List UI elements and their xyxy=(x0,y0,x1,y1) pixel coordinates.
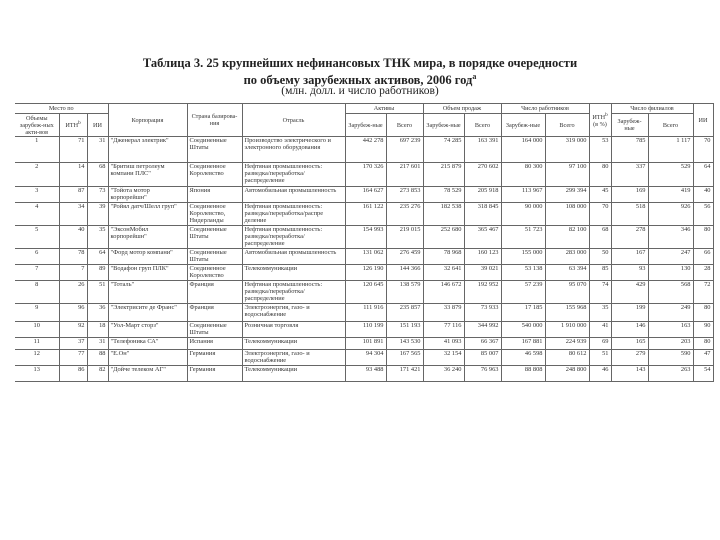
cell-sales-foreign: 77 116 xyxy=(423,322,464,338)
cell-assets-total: 235 276 xyxy=(386,203,423,226)
cell-industry: Розничная торговля xyxy=(242,322,345,338)
cell-corporation: "ЭксонМобил корпорейшн" xyxy=(108,226,187,249)
cell-employees-total: 95 070 xyxy=(545,281,589,304)
cell-assets-foreign: 111 916 xyxy=(345,304,386,322)
table-row xyxy=(15,265,713,281)
cell-corporation: "Тойота мотор корпорейшн" xyxy=(108,187,187,203)
cell-affiliates-total: 163 xyxy=(648,322,693,338)
cell-employees-total: 224 939 xyxy=(545,338,589,350)
table-row xyxy=(15,249,713,265)
cell-corporation: "Водафон груп ПЛК" xyxy=(108,265,187,281)
header-assets-total: Всего xyxy=(386,114,423,137)
cell-rank: 13 xyxy=(15,366,59,382)
cell-affiliates-total: 529 xyxy=(648,163,693,187)
cell-sales-total: 73 933 xyxy=(464,304,501,322)
cell-ii: 73 xyxy=(87,187,108,203)
header-ii: ИИ xyxy=(87,114,108,137)
header-itn-pct-unit: (в %) xyxy=(593,121,607,129)
cell-country: Франция xyxy=(187,281,242,304)
cell-industry: Производство электрического и электронного оборудования xyxy=(242,137,345,163)
cell-assets-foreign: 93 488 xyxy=(345,366,386,382)
cell-affiliates-total: 247 xyxy=(648,249,693,265)
cell-industry: Телекоммуникации xyxy=(242,265,345,281)
table-title-line2-text: по объему зарубежных активов, 2006 год xyxy=(243,73,473,88)
header-assets: Активы xyxy=(345,104,423,114)
cell-employees-total: 1 910 000 xyxy=(545,322,589,338)
cell-country: Соединенное Королевство xyxy=(187,163,242,187)
cell-itn: 86 xyxy=(59,366,87,382)
cell-employees-foreign: 46 598 xyxy=(501,350,545,366)
cell-industry: Нефтяная промышленность: разведка/переработка/ распределение xyxy=(242,226,345,249)
table-row xyxy=(15,226,713,249)
cell-itn-pct: 69 xyxy=(589,338,611,350)
cell-assets-total: 167 565 xyxy=(386,350,423,366)
table-row xyxy=(15,350,713,366)
cell-affiliates-foreign: 278 xyxy=(611,226,648,249)
cell-employees-total: 319 000 xyxy=(545,137,589,163)
cell-ii-pct: 64 xyxy=(693,163,713,187)
cell-affiliates-foreign: 143 xyxy=(611,366,648,382)
table-row xyxy=(15,338,713,350)
cell-affiliates-total: 568 xyxy=(648,281,693,304)
cell-corporation: "Тоталь" xyxy=(108,281,187,304)
cell-assets-total: 143 530 xyxy=(386,338,423,350)
cell-employees-total: 299 394 xyxy=(545,187,589,203)
cell-affiliates-foreign: 785 xyxy=(611,137,648,163)
cell-industry: Нефтяная промышленность: разведка/переработка/ распределение xyxy=(242,163,345,187)
cell-sales-foreign: 41 093 xyxy=(423,338,464,350)
cell-corporation: "Телефоника СА" xyxy=(108,338,187,350)
header-sales: Объем продаж xyxy=(423,104,501,114)
header-affiliates: Число филиалов xyxy=(611,104,693,114)
cell-rank: 6 xyxy=(15,249,59,265)
cell-corporation: "Электрисите де Франс" xyxy=(108,304,187,322)
header-sales-total: Всего xyxy=(464,114,501,137)
cell-assets-total: 273 853 xyxy=(386,187,423,203)
cell-industry: Автомобильная промышленность xyxy=(242,187,345,203)
cell-assets-foreign: 131 062 xyxy=(345,249,386,265)
cell-sales-total: 205 918 xyxy=(464,187,501,203)
cell-sales-foreign: 78 529 xyxy=(423,187,464,203)
cell-itn-pct: 46 xyxy=(589,366,611,382)
cell-affiliates-total: 926 xyxy=(648,203,693,226)
cell-ii: 64 xyxy=(87,249,108,265)
header-itn-pct-label: ИТН xyxy=(592,114,606,122)
cell-employees-total: 82 100 xyxy=(545,226,589,249)
cell-assets-total: 219 015 xyxy=(386,226,423,249)
cell-industry: Нефтяная промышленность: разведка/переработка/ распределение xyxy=(242,281,345,304)
cell-industry: Автомобильная промышленность xyxy=(242,249,345,265)
header-corporation: Корпорация xyxy=(108,104,187,137)
cell-itn: 77 xyxy=(59,350,87,366)
cell-employees-foreign: 90 000 xyxy=(501,203,545,226)
cell-corporation: "Форд мотор компани" xyxy=(108,249,187,265)
cell-rank: 5 xyxy=(15,226,59,249)
table-row xyxy=(15,137,713,163)
header-itn-label: ИТН xyxy=(65,122,79,130)
cell-sales-total: 192 952 xyxy=(464,281,501,304)
header-affiliates-total: Всего xyxy=(648,114,693,137)
cell-rank: 7 xyxy=(15,265,59,281)
cell-assets-foreign: 101 891 xyxy=(345,338,386,350)
cell-assets-foreign: 120 645 xyxy=(345,281,386,304)
cell-ii-pct: 80 xyxy=(693,226,713,249)
cell-assets-foreign: 126 190 xyxy=(345,265,386,281)
cell-sales-total: 270 602 xyxy=(464,163,501,187)
cell-employees-total: 155 968 xyxy=(545,304,589,322)
cell-affiliates-total: 590 xyxy=(648,350,693,366)
cell-employees-total: 80 612 xyxy=(545,350,589,366)
table-row xyxy=(15,366,713,382)
cell-employees-foreign: 51 723 xyxy=(501,226,545,249)
cell-ii: 36 xyxy=(87,304,108,322)
cell-ii: 39 xyxy=(87,203,108,226)
cell-country: Соединенные Штаты xyxy=(187,226,242,249)
cell-assets-total: 235 857 xyxy=(386,304,423,322)
cell-sales-foreign: 33 879 xyxy=(423,304,464,322)
cell-assets-total: 151 193 xyxy=(386,322,423,338)
cell-itn: 7 xyxy=(59,265,87,281)
header-assets-foreign: Зарубеж-ные xyxy=(345,114,386,137)
table-row xyxy=(15,322,713,338)
cell-employees-total: 63 394 xyxy=(545,265,589,281)
cell-affiliates-foreign: 518 xyxy=(611,203,648,226)
cell-affiliates-total: 203 xyxy=(648,338,693,350)
cell-itn-pct: 50 xyxy=(589,249,611,265)
cell-itn: 34 xyxy=(59,203,87,226)
cell-ii: 31 xyxy=(87,137,108,163)
header-itn-sup: b xyxy=(78,120,81,127)
cell-sales-foreign: 146 672 xyxy=(423,281,464,304)
cell-itn-pct: 51 xyxy=(589,350,611,366)
cell-itn-pct: 80 xyxy=(589,163,611,187)
header-affiliates-foreign: Зарубеж-ные xyxy=(611,114,648,137)
cell-sales-total: 66 367 xyxy=(464,338,501,350)
cell-employees-total: 248 800 xyxy=(545,366,589,382)
cell-ii-pct: 54 xyxy=(693,366,713,382)
cell-assets-foreign: 161 122 xyxy=(345,203,386,226)
cell-employees-total: 283 000 xyxy=(545,249,589,265)
cell-ii-pct: 90 xyxy=(693,322,713,338)
header-itn-pct-sup: b xyxy=(605,111,608,118)
cell-sales-foreign: 32 154 xyxy=(423,350,464,366)
cell-itn: 37 xyxy=(59,338,87,350)
cell-sales-foreign: 252 680 xyxy=(423,226,464,249)
cell-rank: 11 xyxy=(15,338,59,350)
cell-ii-pct: 56 xyxy=(693,203,713,226)
header-industry: Отрасль xyxy=(242,104,345,137)
cell-sales-total: 344 992 xyxy=(464,322,501,338)
cell-affiliates-total: 1 117 xyxy=(648,137,693,163)
cell-itn-pct: 45 xyxy=(589,187,611,203)
cell-itn-pct: 85 xyxy=(589,265,611,281)
cell-country: Соединенные Штаты xyxy=(187,322,242,338)
cell-employees-foreign: 57 239 xyxy=(501,281,545,304)
cell-assets-total: 697 239 xyxy=(386,137,423,163)
cell-ii-pct: 66 xyxy=(693,249,713,265)
table-body xyxy=(15,137,713,382)
cell-affiliates-foreign: 167 xyxy=(611,249,648,265)
cell-ii-pct: 40 xyxy=(693,187,713,203)
cell-affiliates-foreign: 93 xyxy=(611,265,648,281)
cell-sales-foreign: 74 285 xyxy=(423,137,464,163)
table-row xyxy=(15,203,713,226)
table-title-line1: Таблица 3. 25 крупнейших нефинансовых ТНК мира, в порядке очередности xyxy=(142,56,578,70)
cell-corporation: "Ройял датч/Шелл груп" xyxy=(108,203,187,226)
cell-country: Япония xyxy=(187,187,242,203)
cell-affiliates-total: 346 xyxy=(648,226,693,249)
header-itn-pct xyxy=(589,104,611,137)
cell-assets-total: 276 459 xyxy=(386,249,423,265)
cell-employees-foreign: 113 967 xyxy=(501,187,545,203)
cell-ii-pct: 80 xyxy=(693,338,713,350)
header-place: Место по xyxy=(15,104,108,114)
cell-sales-foreign: 36 240 xyxy=(423,366,464,382)
cell-itn-pct: 74 xyxy=(589,281,611,304)
cell-employees-foreign: 540 000 xyxy=(501,322,545,338)
cell-affiliates-total: 419 xyxy=(648,187,693,203)
cell-industry: Телекоммуникации xyxy=(242,366,345,382)
header-country: Страна базирова-ния xyxy=(187,104,242,137)
cell-affiliates-foreign: 337 xyxy=(611,163,648,187)
cell-itn: 40 xyxy=(59,226,87,249)
cell-itn: 71 xyxy=(59,137,87,163)
header-employees-foreign: Зарубеж-ные xyxy=(501,114,545,137)
cell-corporation: "Бритиш петролеум компани ПЛС" xyxy=(108,163,187,187)
cell-employees-foreign: 53 138 xyxy=(501,265,545,281)
cell-industry: Нефтяная промышленность: разведка/переработка/распре деление xyxy=(242,203,345,226)
cell-itn: 14 xyxy=(59,163,87,187)
table-row xyxy=(15,281,713,304)
cell-sales-total: 160 123 xyxy=(464,249,501,265)
cell-country: Соединенное Королевство xyxy=(187,265,242,281)
cell-ii: 18 xyxy=(87,322,108,338)
cell-country: Соединенное Королевство, Нидерланды xyxy=(187,203,242,226)
table-title-footnote-mark: а xyxy=(472,72,477,81)
cell-affiliates-foreign: 429 xyxy=(611,281,648,304)
cell-affiliates-total: 249 xyxy=(648,304,693,322)
cell-rank: 3 xyxy=(15,187,59,203)
cell-rank: 4 xyxy=(15,203,59,226)
cell-ii: 68 xyxy=(87,163,108,187)
cell-country: Соединенные Штаты xyxy=(187,137,242,163)
cell-corporation: "Е.Он" xyxy=(108,350,187,366)
cell-affiliates-total: 130 xyxy=(648,265,693,281)
cell-country: Испания xyxy=(187,338,242,350)
cell-corporation: "Дойче телеком АГ" xyxy=(108,366,187,382)
cell-ii-pct: 47 xyxy=(693,350,713,366)
cell-employees-foreign: 155 000 xyxy=(501,249,545,265)
cell-affiliates-foreign: 146 xyxy=(611,322,648,338)
cell-rank: 9 xyxy=(15,304,59,322)
cell-sales-total: 76 963 xyxy=(464,366,501,382)
cell-country: Франция xyxy=(187,304,242,322)
cell-assets-foreign: 154 993 xyxy=(345,226,386,249)
cell-sales-total: 318 845 xyxy=(464,203,501,226)
tnc-table xyxy=(15,103,714,382)
cell-assets-foreign: 164 627 xyxy=(345,187,386,203)
cell-rank: 1 xyxy=(15,137,59,163)
table-row xyxy=(15,304,713,322)
cell-affiliates-foreign: 169 xyxy=(611,187,648,203)
cell-assets-foreign: 110 199 xyxy=(345,322,386,338)
cell-sales-total: 39 021 xyxy=(464,265,501,281)
cell-affiliates-total: 263 xyxy=(648,366,693,382)
header-employees: Число работников xyxy=(501,104,589,114)
cell-itn-pct: 41 xyxy=(589,322,611,338)
cell-sales-total: 85 007 xyxy=(464,350,501,366)
cell-assets-foreign: 442 278 xyxy=(345,137,386,163)
cell-sales-total: 163 391 xyxy=(464,137,501,163)
cell-assets-total: 144 366 xyxy=(386,265,423,281)
cell-ii: 82 xyxy=(87,366,108,382)
cell-ii-pct: 28 xyxy=(693,265,713,281)
header-itn xyxy=(59,114,87,137)
cell-employees-foreign: 164 000 xyxy=(501,137,545,163)
cell-sales-total: 365 467 xyxy=(464,226,501,249)
cell-ii-pct: 70 xyxy=(693,137,713,163)
header-ii-pct: ИИ xyxy=(693,104,713,137)
cell-sales-foreign: 215 879 xyxy=(423,163,464,187)
cell-itn-pct: 35 xyxy=(589,304,611,322)
cell-itn: 92 xyxy=(59,322,87,338)
cell-assets-foreign: 170 326 xyxy=(345,163,386,187)
cell-affiliates-foreign: 165 xyxy=(611,338,648,350)
cell-rank: 2 xyxy=(15,163,59,187)
cell-employees-total: 97 100 xyxy=(545,163,589,187)
cell-ii: 31 xyxy=(87,338,108,350)
cell-assets-total: 138 579 xyxy=(386,281,423,304)
cell-assets-foreign: 94 304 xyxy=(345,350,386,366)
header-by-assets: Объемы зарубеж-ных акти-вов xyxy=(15,114,59,137)
cell-itn-pct: 70 xyxy=(589,203,611,226)
cell-assets-total: 217 601 xyxy=(386,163,423,187)
cell-sales-foreign: 182 538 xyxy=(423,203,464,226)
cell-country: Германия xyxy=(187,350,242,366)
cell-ii-pct: 72 xyxy=(693,281,713,304)
cell-rank: 10 xyxy=(15,322,59,338)
cell-employees-foreign: 80 300 xyxy=(501,163,545,187)
cell-employees-foreign: 17 185 xyxy=(501,304,545,322)
cell-industry: Электроэнергия, газо- и водоснабжение xyxy=(242,304,345,322)
header-employees-total: Всего xyxy=(545,114,589,137)
table-row xyxy=(15,163,713,187)
cell-corporation: "Дженерал электрик" xyxy=(108,137,187,163)
cell-itn-pct: 53 xyxy=(589,137,611,163)
cell-country: Германия xyxy=(187,366,242,382)
cell-affiliates-foreign: 279 xyxy=(611,350,648,366)
cell-rank: 8 xyxy=(15,281,59,304)
cell-ii-pct: 80 xyxy=(693,304,713,322)
cell-industry: Электроэнергия, газо- и водоснабжение xyxy=(242,350,345,366)
table-subtitle-units: (млн. долл. и число работников) xyxy=(281,85,439,97)
cell-itn: 96 xyxy=(59,304,87,322)
cell-ii: 51 xyxy=(87,281,108,304)
cell-ii: 88 xyxy=(87,350,108,366)
header-row-top xyxy=(15,104,713,114)
header-sales-foreign: Зарубеж-ные xyxy=(423,114,464,137)
cell-ii: 35 xyxy=(87,226,108,249)
cell-itn: 26 xyxy=(59,281,87,304)
cell-itn: 87 xyxy=(59,187,87,203)
cell-affiliates-foreign: 199 xyxy=(611,304,648,322)
cell-sales-foreign: 32 641 xyxy=(423,265,464,281)
cell-country: Соединенные Штаты xyxy=(187,249,242,265)
cell-rank: 12 xyxy=(15,350,59,366)
cell-itn: 78 xyxy=(59,249,87,265)
cell-employees-foreign: 88 808 xyxy=(501,366,545,382)
cell-sales-foreign: 78 968 xyxy=(423,249,464,265)
cell-industry: Телекоммуникации xyxy=(242,338,345,350)
cell-ii: 89 xyxy=(87,265,108,281)
cell-corporation: "Уол-Март сторз" xyxy=(108,322,187,338)
table-row xyxy=(15,187,713,203)
cell-assets-total: 171 421 xyxy=(386,366,423,382)
cell-itn-pct: 68 xyxy=(589,226,611,249)
cell-employees-foreign: 167 881 xyxy=(501,338,545,350)
cell-employees-total: 108 000 xyxy=(545,203,589,226)
